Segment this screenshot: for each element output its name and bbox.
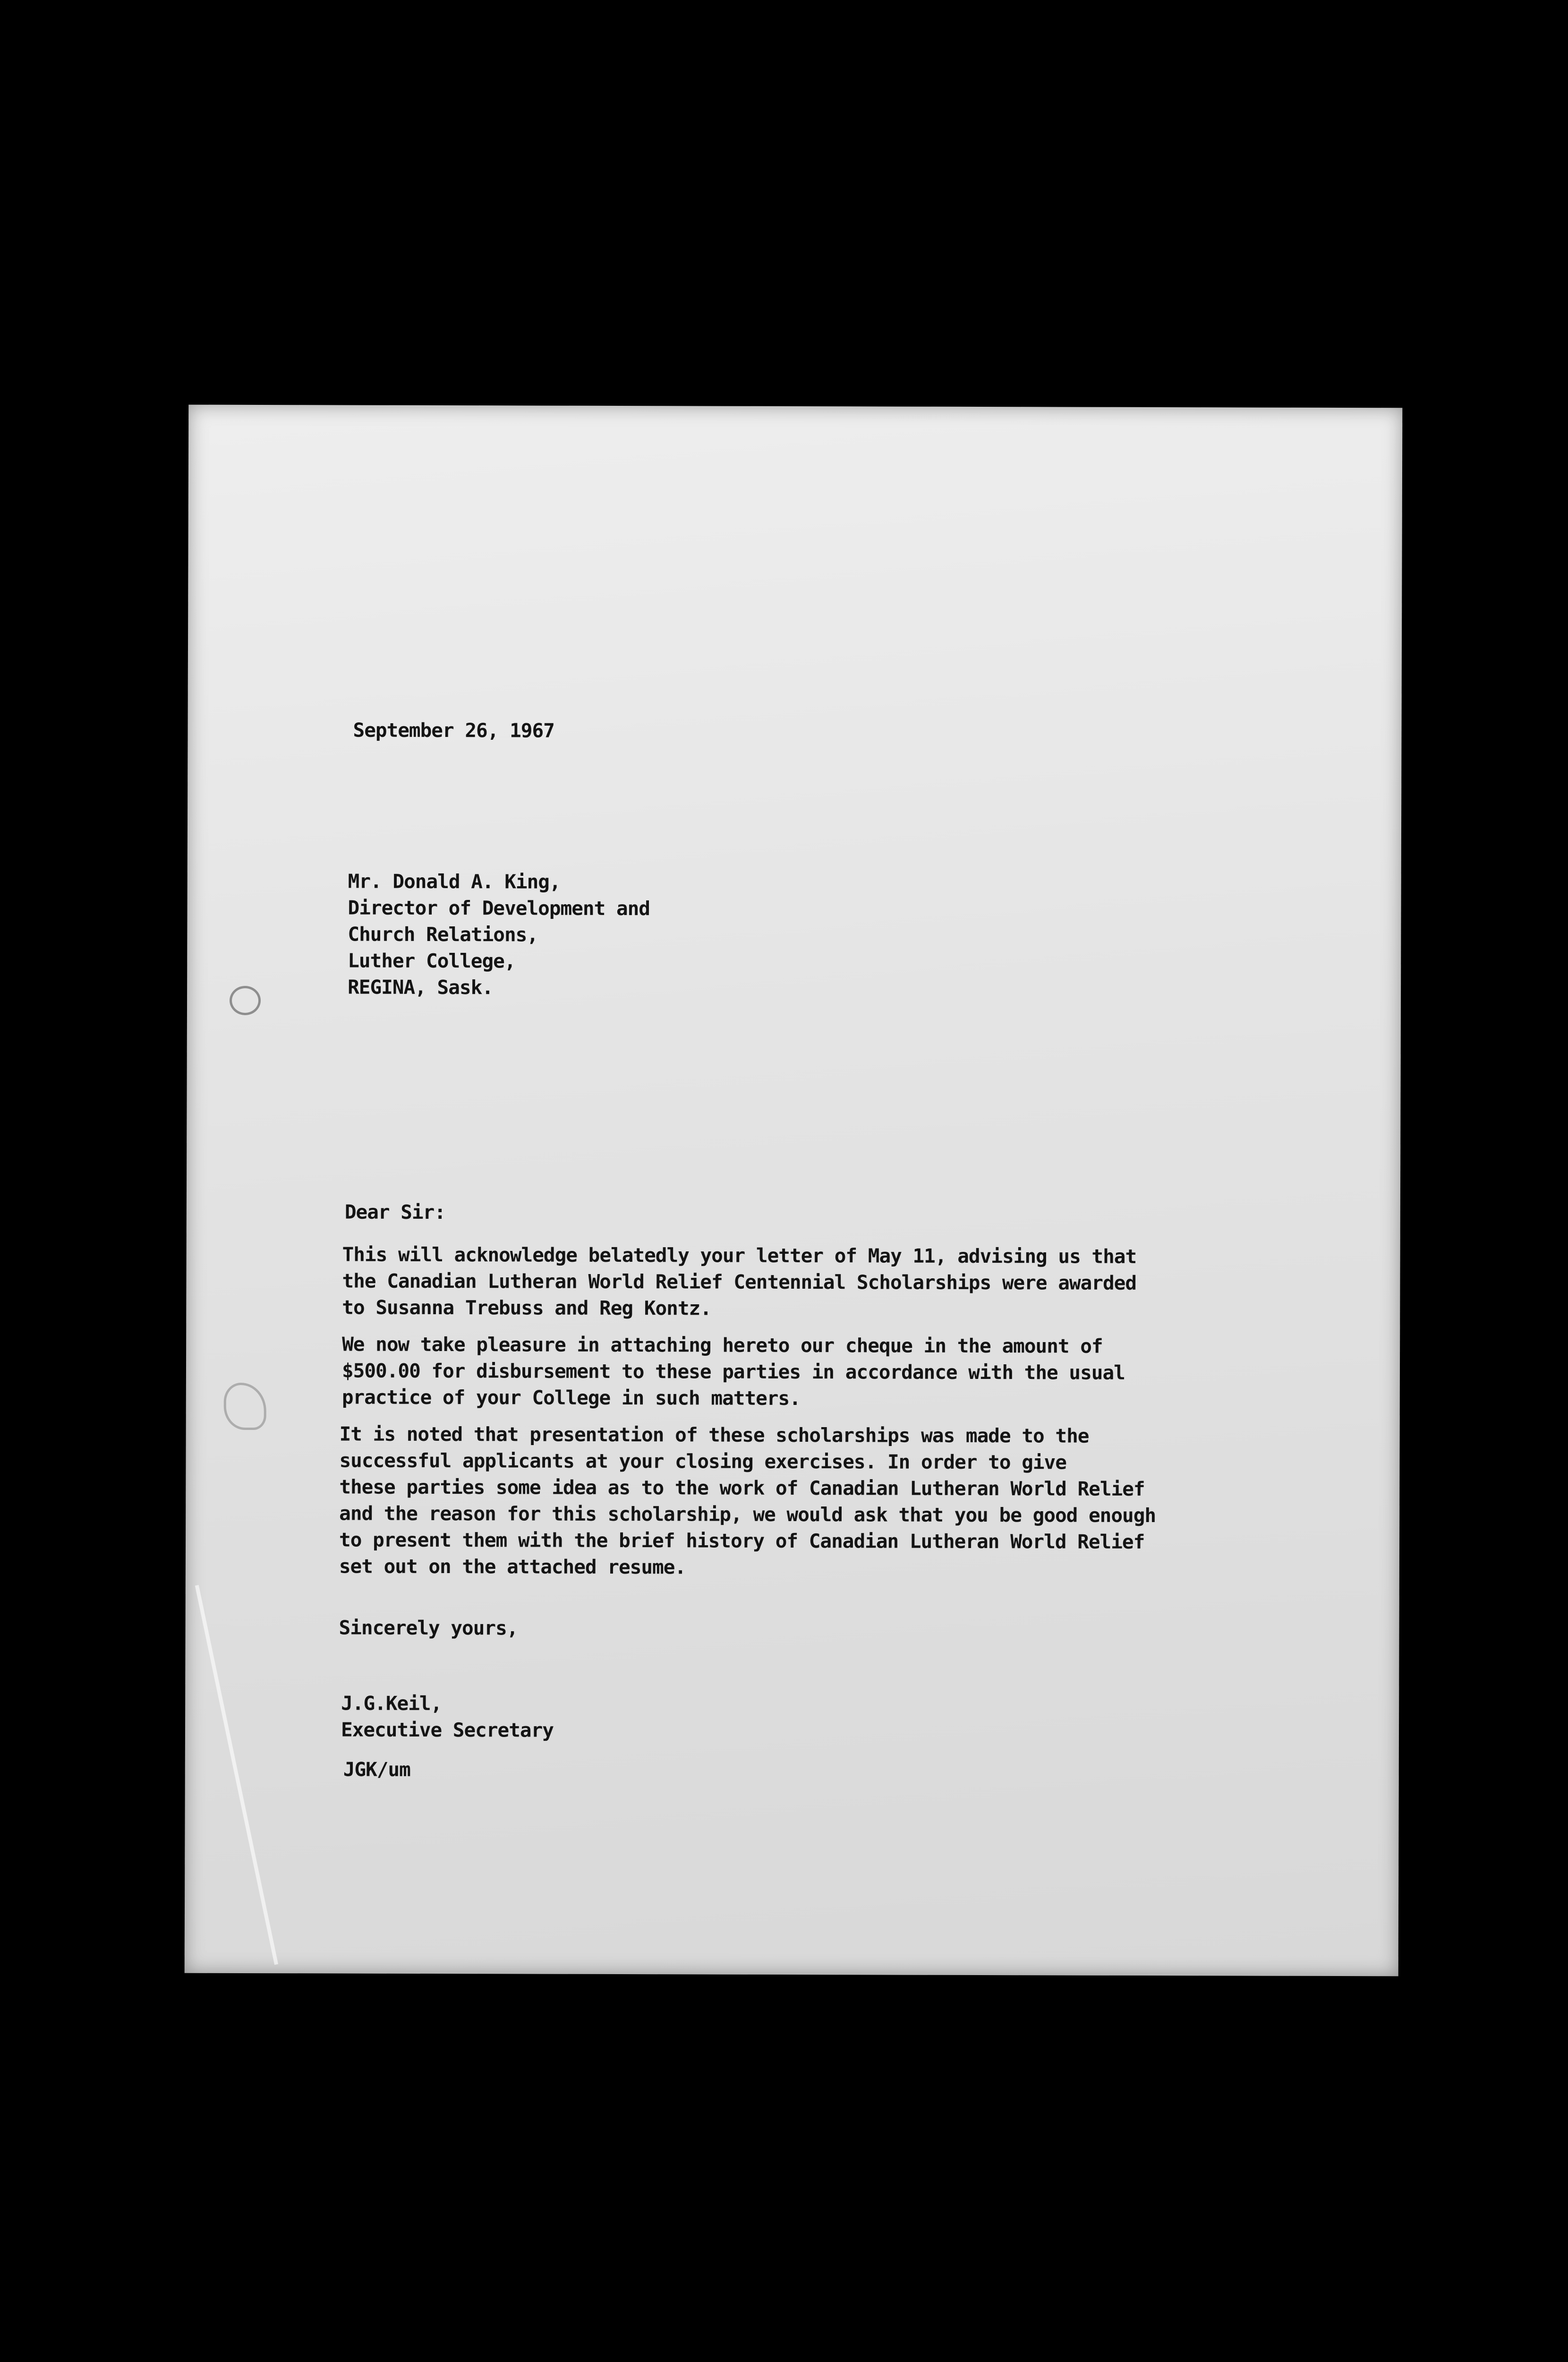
text-line: the Canadian Lutheran World Relief Centennial Scholarships were awarded <box>342 1269 1137 1294</box>
circle-hole-mark <box>230 986 261 1015</box>
text-line: set out on the attached resume. <box>339 1555 686 1579</box>
letter-date: September 26, 1967 <box>353 719 554 742</box>
paragraph-acknowledgement <box>342 1241 1136 1322</box>
signer-title: Executive Secretary <box>341 1718 554 1742</box>
salutation: Dear Sir: <box>344 1200 446 1224</box>
address-line: Mr. Donald A. King, <box>348 870 561 893</box>
text-line: We now take pleasure in attaching hereto our cheque in the amount of <box>342 1333 1103 1358</box>
text-line: these parties some idea as to the work of Canadian Lutheran World Relief <box>339 1475 1145 1500</box>
text-line: $500.00 for disbursement to these parties in accordance with the usual <box>341 1359 1125 1384</box>
letter-page <box>185 405 1403 1977</box>
text-line: to present them with the brief history of Canadian Lutheran World Relief <box>339 1528 1145 1553</box>
paragraph-cheque <box>342 1331 1125 1412</box>
letter-body <box>339 717 1236 1781</box>
reference-initials: JGK/um <box>343 1758 410 1781</box>
address-line: Luther College, <box>348 949 516 973</box>
text-line: and the reason for this scholarship, we would ask that you be good enough <box>339 1502 1156 1527</box>
text-line: This will acknowledge belatedly your letter of May 11, advising us that <box>342 1243 1137 1268</box>
scan-streak <box>195 1585 278 1965</box>
text-line: to Susanna Trebuss and Reg Kontz. <box>342 1296 711 1320</box>
address-line: Director of Development and <box>348 896 650 920</box>
text-line: practice of your College in such matters. <box>341 1386 801 1410</box>
text-line: successful applicants at your closing exercises. In order to give <box>339 1449 1067 1474</box>
margin-pencil-mark <box>224 1383 266 1430</box>
signature-block <box>341 1690 554 1743</box>
recipient-address <box>348 868 650 1001</box>
text-line: It is noted that presentation of these scholarships was made to the <box>339 1422 1089 1447</box>
closing: Sincerely yours, <box>339 1616 518 1640</box>
signer-name: J.G.Keil, <box>341 1692 442 1715</box>
paragraph-presentation <box>339 1421 1156 1582</box>
address-line: REGINA, Sask. <box>348 976 494 999</box>
address-line: Church Relations, <box>348 923 538 946</box>
